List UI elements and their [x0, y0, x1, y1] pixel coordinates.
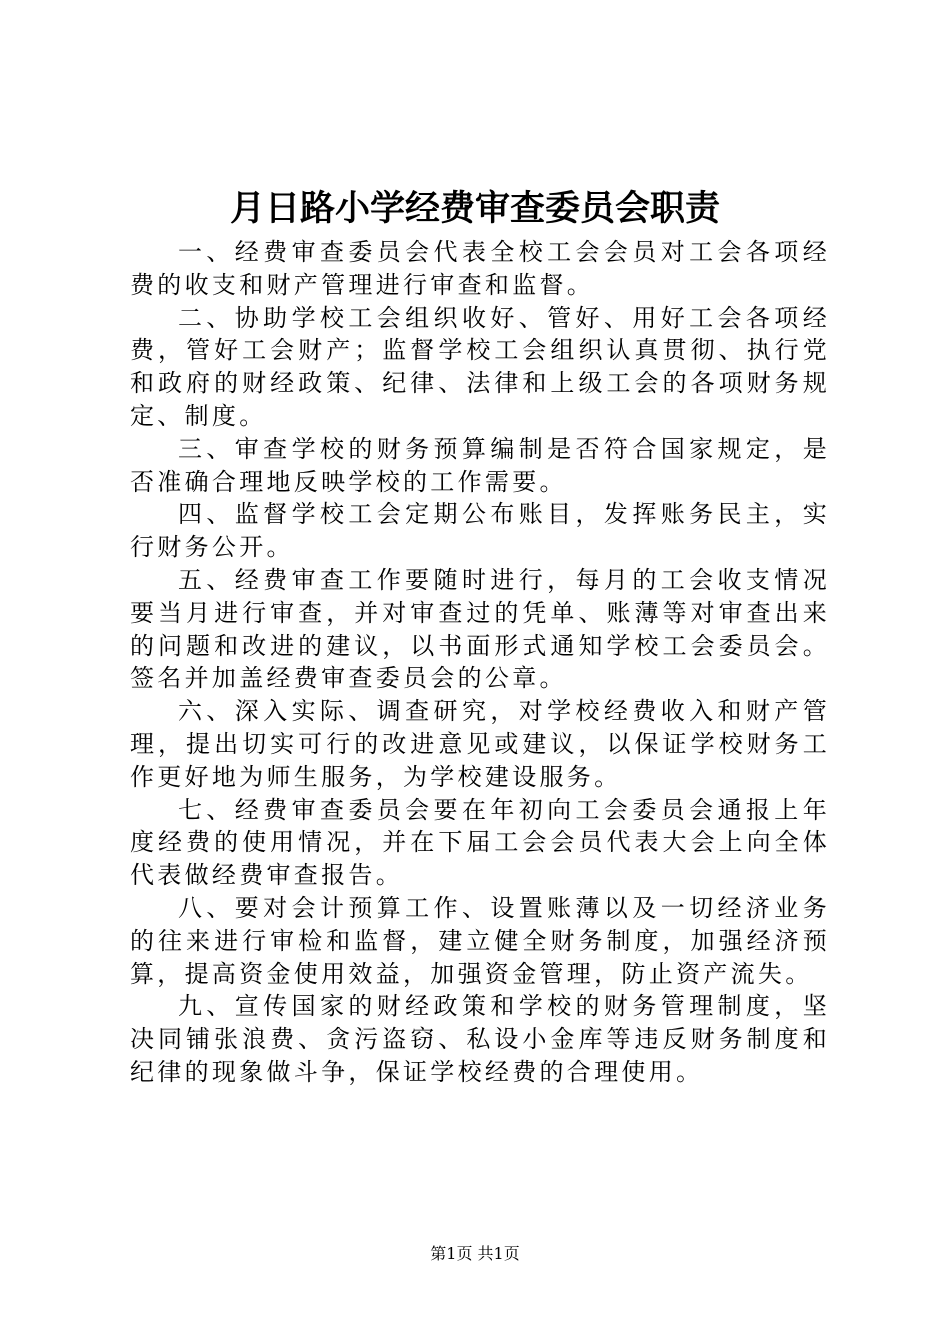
paragraph-4: 四、监督学校工会定期公布账目，发挥账务民主，实行财务公开。: [130, 500, 830, 562]
document-title: 月日路小学经费审查委员会职责: [229, 188, 720, 229]
paragraph-9: 九、宣传国家的财经政策和学校的财务管理制度，坚决同铺张浪费、贪污盗窃、私设小金库等违反财务制度和纪律的现象做斗争，保证学校经费的合理使用。: [130, 992, 830, 1086]
document-body: [130, 236, 830, 1089]
paragraph-2: 二、协助学校工会组织收好、管好、用好工会各项经费，管好工会财产；监督学校工会组织认真贯彻、执行党和政府的财经政策、纪律、法律和上级工会的各项财务规定、制度。: [130, 303, 830, 430]
paragraph-8: 八、要对会计预算工作、设置账薄以及一切经济业务的往来进行审检和监督，建立健全财务制度，加强经济预算，提高资金使用效益，加强资金管理，防止资产流失。: [130, 893, 830, 988]
paragraph-6: 六、深入实际、调查研究，对学校经费收入和财产管理，提出切实可行的改进意见或建议，以保证学校财务工作更好地为师生服务，为学校建设服务。: [130, 697, 830, 791]
paragraph-5: 五、经费审查工作要随时进行，每月的工会收支情况要当月进行审查，并对审查过的凭单、账薄等对审查出来的问题和改进的建议，以书面形式通知学校工会委员会。签名并加盖经费审查委员会的公章。: [130, 565, 830, 693]
page-footer: 第1页 共1页: [430, 1244, 520, 1263]
paragraph-1: 一、经费审查委员会代表全校工会会员对工会各项经费的收支和财产管理进行审查和监督。: [130, 238, 830, 299]
paragraph-3: 三、审查学校的财务预算编制是否符合国家规定，是否准确合理地反映学校的工作需要。: [130, 434, 830, 496]
paragraph-7: 七、经费审查委员会要在年初向工会委员会通报上年度经费的使用情况，并在下届工会会员代表大会上向全体代表做经费审查报告。: [130, 795, 830, 890]
